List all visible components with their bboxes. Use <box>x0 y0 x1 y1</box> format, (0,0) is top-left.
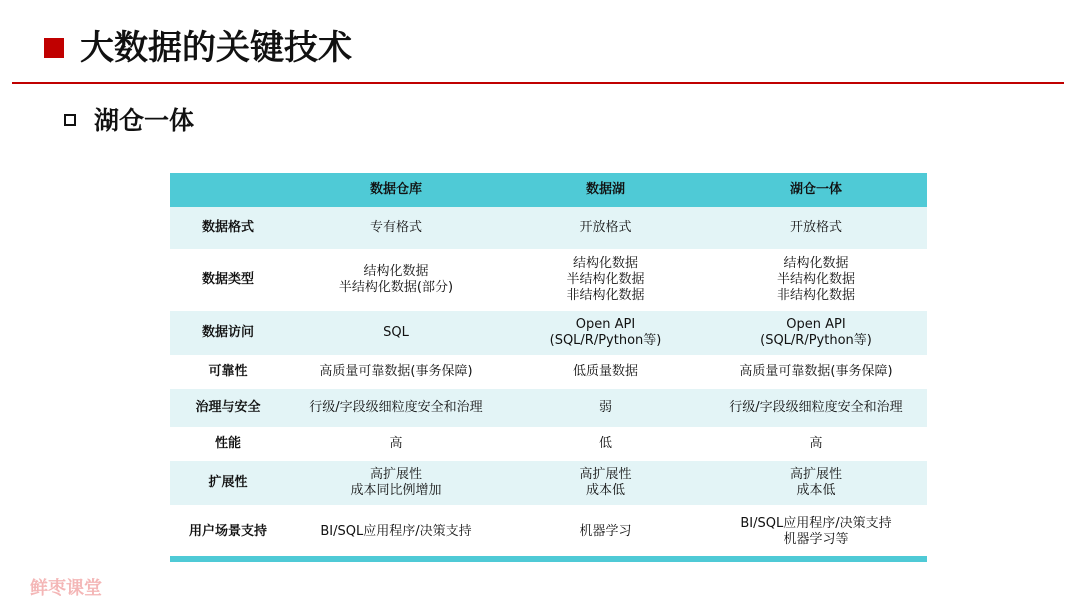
cell-line: (SQL/R/Python等) <box>760 333 872 348</box>
table-cell <box>506 461 705 505</box>
table-row <box>170 427 927 461</box>
table-cell <box>286 249 506 311</box>
cell-line: 行级/字段级细粒度安全和治理 <box>729 400 903 415</box>
cell-line: 专有格式 <box>369 220 422 235</box>
cell-line: 机器学习等 <box>783 532 849 547</box>
cell-line: 半结构化数据 <box>776 272 855 287</box>
cell-line: 成本低 <box>796 483 836 498</box>
cell-line: BI/SQL应用程序/决策支持 <box>740 516 892 531</box>
row-label: 数据类型 <box>170 249 286 311</box>
table-row <box>170 505 927 559</box>
cell-line: 成本低 <box>585 483 625 498</box>
table-row <box>170 355 927 389</box>
cell-line: 高扩展性 <box>369 467 422 482</box>
table-cell <box>705 461 927 505</box>
table-cell <box>286 355 506 389</box>
cell-line: 高扩展性 <box>579 467 632 482</box>
table-cell <box>705 207 927 249</box>
title-bullet-square <box>44 38 64 58</box>
table-cell <box>705 505 927 559</box>
row-label: 性能 <box>170 427 286 461</box>
row-label: 用户场景支持 <box>170 505 286 559</box>
table-cell <box>506 389 705 427</box>
table-cell <box>506 311 705 355</box>
table-cell <box>506 355 705 389</box>
cell-line: SQL <box>383 325 409 340</box>
table-cell <box>286 427 506 461</box>
table-row <box>170 389 927 427</box>
row-label: 数据格式 <box>170 207 286 249</box>
cell-line: 高质量可靠数据(事务保障) <box>739 364 893 379</box>
table-cell <box>286 207 506 249</box>
table-cell <box>506 505 705 559</box>
table-cell <box>286 311 506 355</box>
header-lakehouse: 湖仓一体 <box>705 173 927 207</box>
subtitle-bullet-square <box>64 114 76 126</box>
table-row <box>170 207 927 249</box>
cell-line: 高 <box>809 436 823 451</box>
table-row <box>170 461 927 505</box>
cell-line: BI/SQL应用程序/决策支持 <box>320 524 472 539</box>
cell-line: 半结构化数据 <box>566 272 645 287</box>
table-cell <box>286 461 506 505</box>
table-row <box>170 311 927 355</box>
row-label: 数据访问 <box>170 311 286 355</box>
row-label: 扩展性 <box>170 461 286 505</box>
table-cell <box>506 427 705 461</box>
cell-line: 成本同比例增加 <box>350 483 442 498</box>
cell-line: 高 <box>389 436 403 451</box>
table-bottom-bar <box>170 556 927 562</box>
table-cell <box>705 355 927 389</box>
cell-line: 低 <box>598 436 612 451</box>
header-corner <box>170 173 286 207</box>
cell-line: 行级/字段级细粒度安全和治理 <box>309 400 483 415</box>
comparison-table <box>170 173 927 559</box>
cell-line: 高扩展性 <box>789 467 842 482</box>
row-label: 治理与安全 <box>170 389 286 427</box>
cell-line: 结构化数据 <box>572 256 638 271</box>
table-cell <box>506 207 705 249</box>
cell-line: 半结构化数据(部分) <box>338 280 454 295</box>
cell-line: 开放格式 <box>579 220 632 235</box>
row-label: 可靠性 <box>170 355 286 389</box>
table-cell <box>286 505 506 559</box>
cell-line: Open API <box>786 317 846 332</box>
slide-title: 大数据的关键技术 <box>80 28 352 68</box>
table-cell <box>705 311 927 355</box>
table-cell <box>705 249 927 311</box>
cell-line: 结构化数据 <box>783 256 849 271</box>
table-cell <box>286 389 506 427</box>
header-data-warehouse: 数据仓库 <box>286 173 506 207</box>
table-cell <box>705 427 927 461</box>
cell-line: Open API <box>575 317 636 332</box>
table-row <box>170 249 927 311</box>
cell-line: (SQL/R/Python等) <box>549 333 662 348</box>
slide-subtitle: 湖仓一体 <box>94 106 195 135</box>
cell-line: 弱 <box>598 400 612 415</box>
cell-line: 非结构化数据 <box>776 288 855 303</box>
table-header-row <box>170 173 927 207</box>
table-cell <box>506 249 705 311</box>
table-cell <box>705 389 927 427</box>
cell-line: 结构化数据 <box>363 264 429 279</box>
title-divider <box>12 82 1064 84</box>
cell-line: 机器学习 <box>579 524 632 539</box>
cell-line: 非结构化数据 <box>566 288 645 303</box>
cell-line: 低质量数据 <box>572 364 638 379</box>
header-data-lake: 数据湖 <box>506 173 705 207</box>
watermark-logo-text: 鲜枣课堂 <box>30 578 102 599</box>
cell-line: 高质量可靠数据(事务保障) <box>319 364 473 379</box>
cell-line: 开放格式 <box>789 220 842 235</box>
